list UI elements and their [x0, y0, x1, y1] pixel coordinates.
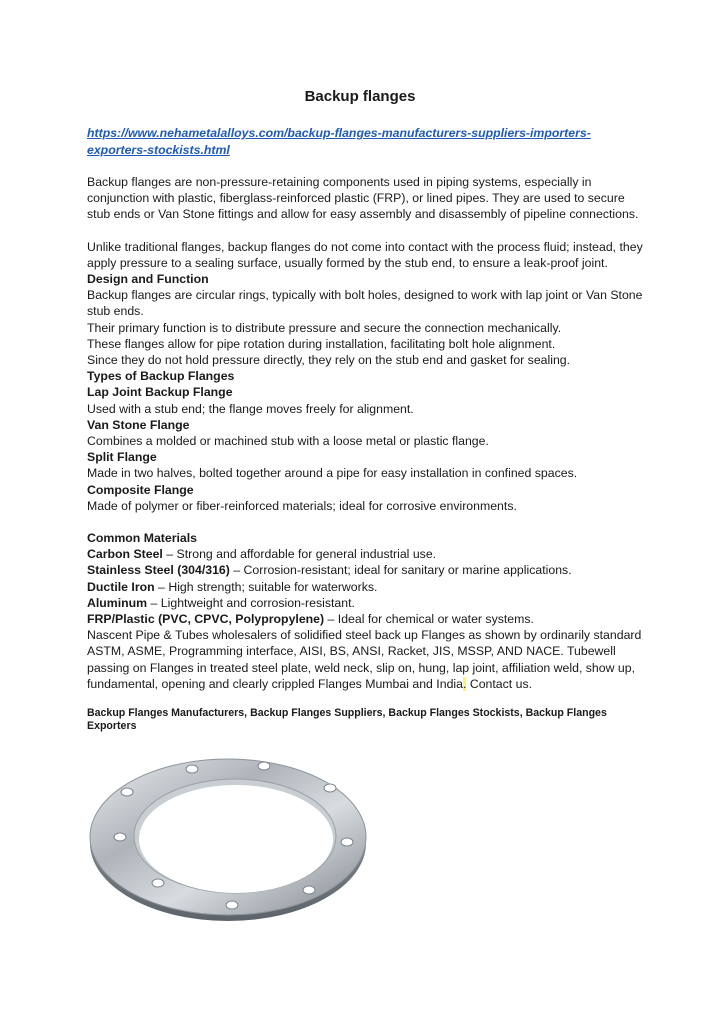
material-name: Aluminum: [87, 595, 148, 610]
backup-flange-image: [82, 745, 382, 927]
bolt-hole: [152, 879, 164, 887]
bolt-hole: [258, 762, 270, 770]
bolt-hole: [303, 886, 315, 894]
material-name: Ductile Iron: [87, 579, 155, 594]
bolt-hole: [121, 788, 133, 796]
material-name: Stainless Steel (304/316): [87, 563, 230, 578]
material-item: [87, 579, 647, 595]
flange-bore: [139, 785, 333, 893]
material-item: [87, 546, 647, 562]
material-description: – High strength; suitable for waterworks.: [154, 579, 378, 594]
bolt-hole: [226, 901, 238, 909]
types-heading: Types of Backup Flanges: [87, 369, 235, 384]
intro-paragraph: Backup flanges are non-pressure-retaining components used in piping systems, especially in conjunction with plastic, fiberglass-reinforced plastic (FRP), or lined pipes. They are used to secure stub ends or Van Stone fittings and allow for easy assembly and disassembly of pipeline connections.: [87, 175, 639, 222]
page-title: Backup flanges: [304, 88, 416, 105]
type-description: Made of polymer or fiber-reinforced materials; ideal for corrosive environments.: [87, 498, 517, 513]
closing-text: Nascent Pipe & Tubes wholesalers of solidified steel back up Flanges as shown by ordinarily standard ASTM, ASME, Programming interface, AISI, BS, ANSI, Racket, JIS, MSSP, AND NACE. Tubewell passing on Flanges in treated steel plate, weld neck, slip on, hung, lap joint, affiliation weld, show up, fundamental, opening and clearly crippled Flanges Mumbai and India: [87, 628, 642, 691]
material-item: [87, 562, 647, 578]
material-description: – Lightweight and corrosion-resistant.: [147, 595, 355, 610]
contact-paragraph: Unlike traditional flanges, backup flanges do not come into contact with the process fluid; instead, they apply pressure to a sealing surface, usually formed by the stub end, to ensure a leak-proof joint.: [87, 239, 643, 270]
material-description: – Corrosion-resistant; ideal for sanitary or marine applications.: [229, 563, 572, 578]
type-name: Composite Flange: [87, 482, 194, 497]
bolt-hole: [114, 833, 126, 841]
material-name: Carbon Steel: [87, 547, 163, 562]
type-name: Lap Joint Backup Flange: [87, 385, 233, 400]
type-description: Made in two halves, bolted together around a pipe for easy installation in confined spaces.: [87, 466, 578, 481]
design-heading: Design and Function: [87, 272, 209, 287]
type-name: Split Flange: [87, 450, 157, 465]
material-description: – Strong and affordable for general industrial use.: [162, 547, 437, 562]
highlight-mark: .: [462, 676, 467, 691]
materials-heading: Common Materials: [87, 531, 198, 546]
image-caption: Backup Flanges Manufacturers, Backup Flanges Suppliers, Backup Flanges Stockists, Backup Flanges Exporters: [87, 707, 607, 732]
type-description: Used with a stub end; the flange moves freely for alignment.: [87, 401, 414, 416]
bolt-hole: [186, 765, 198, 773]
source-link[interactable]: https://www.nehametalalloys.com/backup-flanges-manufacturers-suppliers-importers-exporters-stockists.html: [87, 126, 591, 157]
type-name: Van Stone Flange: [87, 417, 190, 432]
design-line: Backup flanges are circular rings, typically with bolt holes, designed to work with lap joint or Van Stone stub ends.: [87, 288, 643, 319]
type-description: Combines a molded or machined stub with a loose metal or plastic flange.: [87, 434, 489, 449]
design-line: Their primary function is to distribute pressure and secure the connection mechanically.: [87, 320, 562, 335]
bolt-hole: [341, 838, 353, 846]
article-body: [87, 174, 647, 692]
material-item: [87, 595, 647, 611]
bolt-hole: [324, 784, 336, 792]
material-name: FRP/Plastic (PVC, CPVC, Polypropylene): [87, 612, 325, 627]
closing-paragraph: [87, 627, 647, 692]
design-line: Since they do not hold pressure directly, they rely on the stub end and gasket for sealing.: [87, 353, 571, 368]
material-description: – Ideal for chemical or water systems.: [324, 612, 534, 627]
design-line: These flanges allow for pipe rotation during installation, facilitating bolt hole alignment.: [87, 336, 556, 351]
material-item: [87, 611, 647, 627]
contact-us-text: Contact us.: [466, 676, 533, 691]
